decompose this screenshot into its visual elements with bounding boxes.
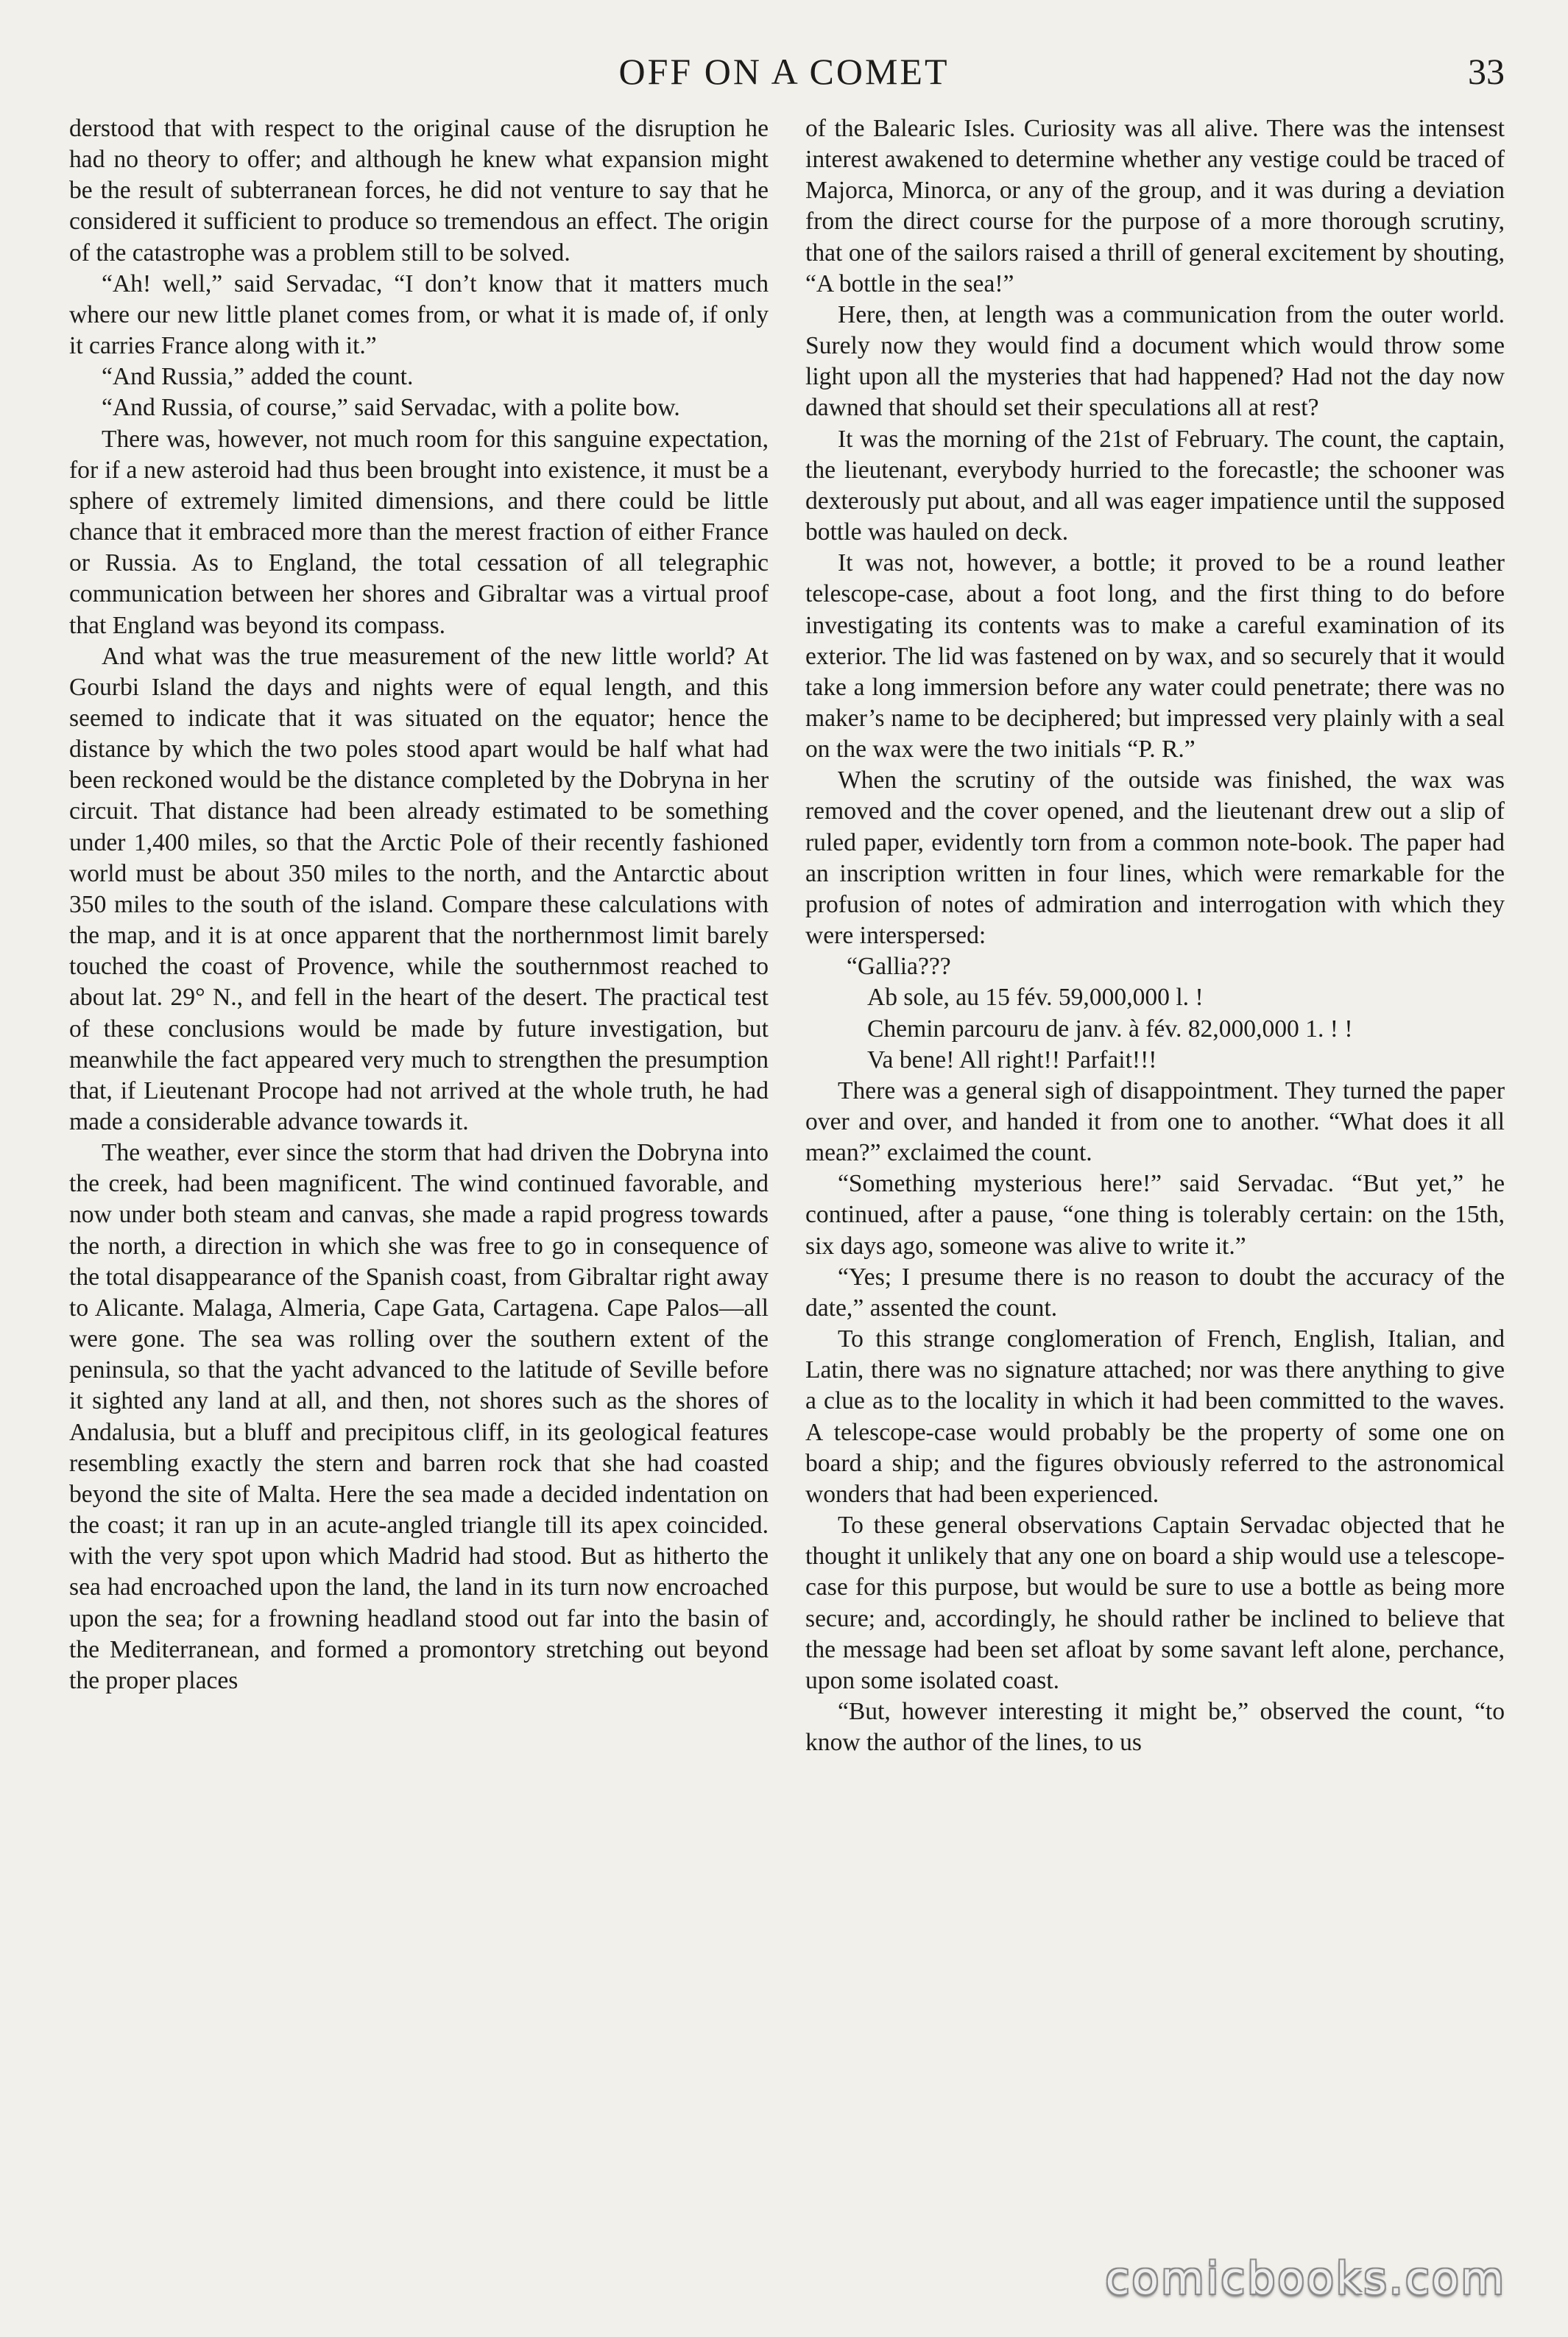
inscription-line: “Gallia??? — [847, 953, 951, 981]
left-column — [69, 113, 769, 1696]
right-column — [805, 113, 1505, 1758]
paragraph: “Yes; I presume there is no reason to doubt the accuracy of the date,” assented the count. — [805, 1263, 1505, 1322]
paragraph: When the scrutiny of the outside was finished, the wax was removed and the cover opened, and the lieutenant drew out a slip of ruled paper, evidently torn from a common note-book. The paper had an inscription written in four lines, which were remarkable for the profusion of notes of admiration and interrogation with which they were interspersed: — [805, 766, 1505, 950]
paragraph: It was not, however, a bottle; it proved to be a round leather telescope-case, about a foot long, and the first thing to do before investigating its contents was to make a careful examination of its exterior. The lid was fastened on by wax, and so securely that it would take a long immersion before any water could penetrate; there was no maker’s name to be deciphered; but impressed very plainly with a seal on the wax were the two initials “P. R.” — [805, 549, 1505, 764]
page-header — [0, 50, 1568, 102]
inscription-line: Chemin parcouru de janv. à fév. 82,000,000 1. ! ! — [867, 1015, 1353, 1043]
running-title: OFF ON A COMET — [618, 51, 950, 92]
paragraph: derstood that with respect to the original cause of the disruption he had no theory to offer; and although he knew what expansion might be the result of subterranean forces, he did not venture to say that he considered it sufficient to produce so tremendous an effect. The origin of the catastrophe was a problem still to be solved. — [69, 115, 769, 267]
paragraph: “Something mysterious here!” said Servadac. “But yet,” he continued, after a pause, “one thing is tolerably certain: on the 15th, six days ago, someone was alive to write it.” — [805, 1170, 1505, 1260]
page-number: 33 — [1468, 51, 1505, 92]
paragraph: The weather, ever since the storm that had driven the Dobryna into the creek, had been magnificent. The wind continued favorable, and now under both steam and canvas, she made a rapid progress towards the north, a direction in which she was free to go in consequence of the total disappearance of the Spanish coast, from Gibraltar right away to Alicante. Malaga, Almeria, Cape Gata, Cartagena. Cape Palos—all were gone. The sea was rolling over the southern extent of the peninsula, so that the yacht advanced to the latitude of Seville before it sighted any land at all, and then, not shores such as the shores of Andalusia, but a bluff and precipitous cliff, in its geological features resembling exactly the stern and barren rock that she had coasted beyond the site of Malta. Here the sea made a decided indentation on the coast; it ran up in an acute-angled triangle till its apex coincided. with the very spot upon which Madrid had stood. But as hitherto the sea had encroached upon the land, the land in its turn now encroached upon the sea; for a frowning headland stood out far into the basin of the Mediterranean, and formed a promontory stretching out beyond the proper places — [69, 1139, 769, 1694]
paragraph: “And Russia, of course,” said Servadac, with a polite bow. — [102, 394, 680, 422]
paragraph: of the Balearic Isles. Curiosity was all alive. There was the intensest interest awakened to determine whether any vestige could be traced of Majorca, Minorca, or any of the group, and it was during a deviation from the direct course for the purpose of a more thorough scrutiny, that one of the sailors raised a thrill of general excitement by shouting, “A bottle in the sea!” — [805, 115, 1505, 297]
paragraph: “And Russia,” added the count. — [102, 363, 414, 391]
paragraph: It was the morning of the 21st of February. The count, the captain, the lieutenant, everybody hurried to the forecastle; the schooner was dexterously put about, and all was eager impatience until the supposed bottle was hauled on deck. — [805, 425, 1505, 546]
paragraph: There was, however, not much room for this sanguine expectation, for if a new asteroid had thus been brought into existence, it must be a sphere of extremely limited dimensions, and there could be little chance that it embraced more than the merest fraction of either France or Russia. As to England, the total cessation of all telegraphic communication between her shores and Gibraltar was a virtual proof that England was beyond its compass. — [69, 425, 769, 639]
paragraph: “But, however interesting it might be,” observed the count, “to know the author of the lines, to us — [805, 1697, 1505, 1757]
paragraph: “Ah! well,” said Servadac, “I don’t know that it matters much where our new little planet comes from, or what it is made of, if only it carries France along with it.” — [69, 269, 769, 360]
watermark-logo: comicbooks.com — [1105, 2253, 1506, 2305]
paragraph: There was a general sigh of disappointment. They turned the paper over and over, and handed it from one to another. “What does it all mean?” exclaimed the count. — [805, 1076, 1505, 1167]
paragraph: To these general observations Captain Servadac objected that he thought it unlikely that any one on board a ship would use a telescope-case for this purpose, but would be sure to use a bottle as being more secure; and, accordingly, he should rather be inclined to believe that the message had been set afloat by some savant left alone, perchance, upon some isolated coast. — [805, 1512, 1505, 1694]
paragraph: To this strange conglomeration of French, English, Italian, and Latin, there was no signature attached; nor was there anything to give a clue as to the locality in which it had been committed to the waves. A telescope-case would probably be the property of some one on board a ship; and the figures obviously referred to the astronomical wonders that had been experienced. — [805, 1325, 1505, 1508]
inscription-line: Ab sole, au 15 fév. 59,000,000 l. ! — [867, 984, 1204, 1012]
inscription-line: Va bene! All right!! Parfait!!! — [867, 1046, 1157, 1074]
paragraph: And what was the true measurement of the new little world? At Gourbi Island the days and nights were of equal length, and this seemed to indicate that it was situated on the equator; hence the distance by which the two poles stood apart would be half what had been reckoned would be the distance completed by the Dobryna in her circuit. That distance had been already estimated to be something under 1,400 miles, so that the Arctic Pole of their recently fashioned world must be about 350 miles to the north, and the Antarctic about 350 miles to the south of the island. Compare these calculations with the map, and it is at once apparent that the northernmost limit barely touched the coast of Provence, while the southernmost reached to about lat. 29° N., and fell in the heart of the desert. The practical test of these conclusions would be made by future investigation, but meanwhile the fact appeared very much to strengthen the presumption that, if Lieutenant Procope had not arrived at the whole truth, he had made a considerable advance towards it. — [69, 642, 769, 1135]
paragraph: Here, then, at length was a communication from the outer world. Surely now they would find a document which would throw some light upon all the mysteries that had happened? Had not the day now dawned that should set their speculations all at rest? — [805, 300, 1505, 422]
